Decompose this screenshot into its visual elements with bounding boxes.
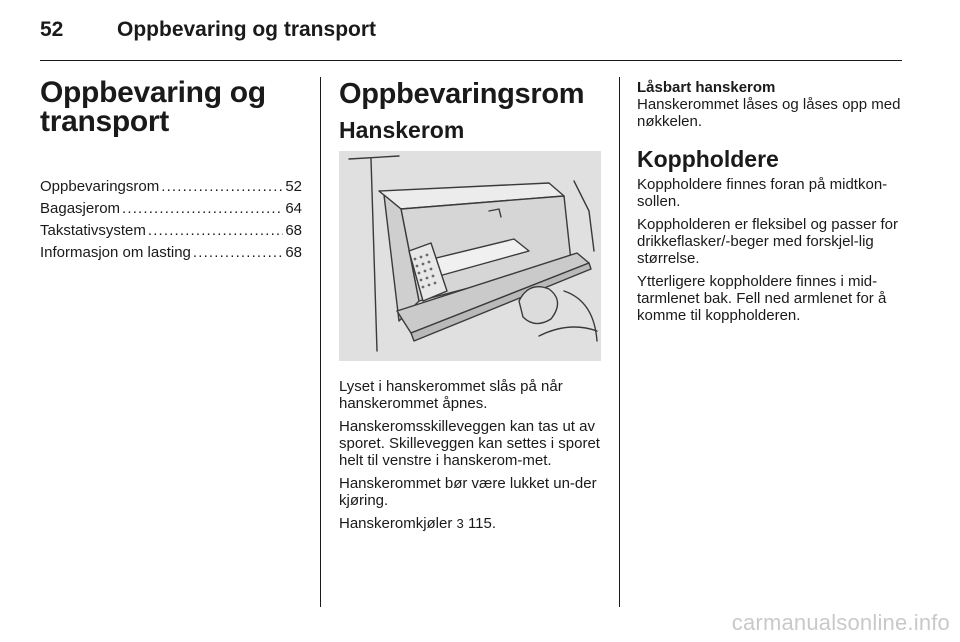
toc-leader-dots [193, 244, 283, 261]
toc-page: 64 [285, 200, 302, 217]
running-header: Oppbevaring og transport [117, 18, 377, 41]
glovebox-illustration [339, 151, 601, 361]
column-divider-left [320, 77, 321, 607]
toc-entry[interactable] [40, 178, 302, 200]
toc-page: 68 [285, 222, 302, 239]
paragraph: Koppholdere finnes foran på midtkon-sollen. [637, 176, 888, 210]
toc-page: 68 [285, 244, 302, 261]
cup-holders-title: Koppholdere [637, 146, 779, 172]
toc-page: 52 [285, 178, 302, 195]
toc-label: Oppbevaringsrom [40, 178, 160, 195]
locked-glovebox-text: Hanskerommet låses og låses opp med nøkkelen. [637, 96, 901, 130]
column-divider-right [619, 77, 620, 607]
watermark: carmanualsonline.info [731, 610, 950, 635]
paragraph: Hanskeromsskilleveggen kan tas ut av sporet. Skilleveggen kan settes i sporet helt til venstre i hanskerom-met. [339, 418, 600, 469]
chapter-heading-line2: transport [40, 105, 169, 138]
reference-page: 115. [467, 515, 497, 532]
locked-glovebox-title: Låsbart hanskerom [637, 79, 776, 96]
toc-label: Takstativsystem [40, 222, 146, 239]
chapter-heading [40, 78, 266, 136]
subsection-title: Hanskerom [339, 117, 465, 143]
toc-label: Informasjon om lasting [40, 244, 191, 261]
paragraph: Lyset i hanskerommet slås på når hanskerommet åpnes. [339, 378, 563, 412]
toc-entry[interactable] [40, 222, 302, 244]
page-number: 52 [40, 18, 64, 41]
chapter-heading-line1: Oppbevaring og [40, 76, 266, 109]
toc-leader-dots [161, 178, 283, 195]
table-of-contents [40, 178, 302, 266]
paragraph: Hanskerommet bør være lukket un-der kjøring. [339, 475, 597, 509]
header-rule [40, 60, 902, 61]
toc-leader-dots [148, 222, 283, 239]
cross-reference[interactable] [339, 515, 601, 532]
toc-entry[interactable] [40, 244, 302, 266]
reference-label: Hanskeromkjøler [339, 515, 453, 532]
toc-label: Bagasjerom [40, 200, 121, 217]
section-title: Oppbevaringsrom [339, 78, 585, 110]
glovebox-drawing [339, 151, 601, 361]
reference-arrow-icon: 3 [456, 516, 464, 531]
toc-leader-dots [122, 200, 283, 217]
toc-entry[interactable] [40, 200, 302, 222]
paragraph: Koppholderen er fleksibel og passer for drikkeflasker/-beger med forskjel-lig størrelse. [637, 216, 898, 267]
right-column [637, 79, 902, 330]
paragraph: Ytterligere koppholdere finnes i mid-tarmlenet bak. Fell ned armlenet for å komme til koppholderen. [637, 273, 887, 324]
glovebox-text [339, 378, 601, 538]
